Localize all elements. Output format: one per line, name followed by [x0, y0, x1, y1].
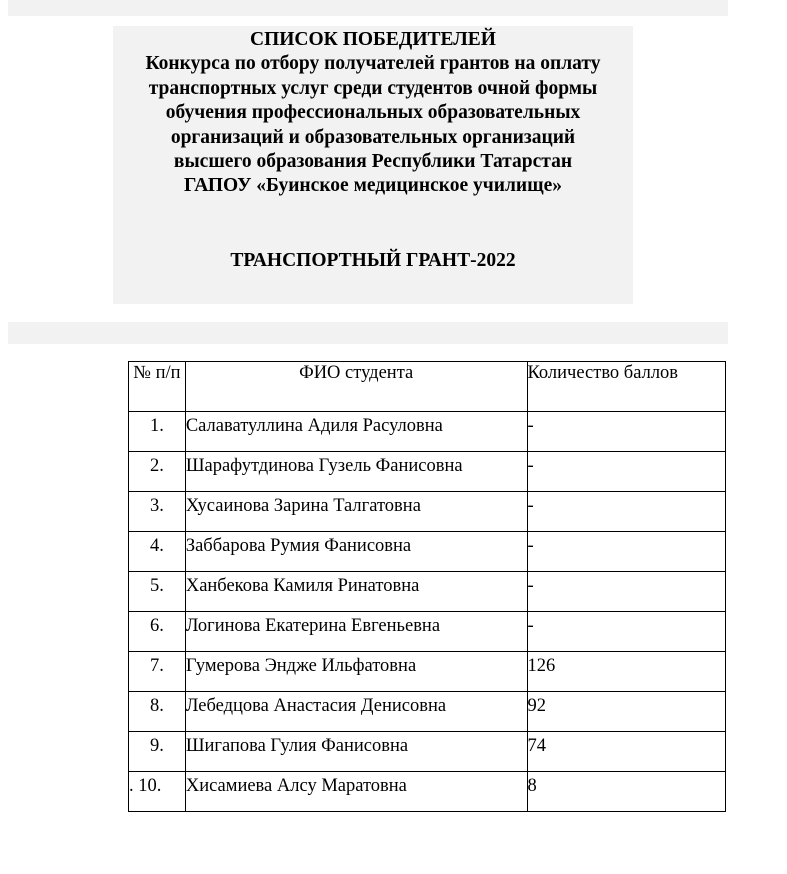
row-number: . 10. — [129, 772, 186, 812]
row-number: 1. — [129, 412, 186, 452]
student-name: Хусаинова Зарина Талгатовна — [185, 492, 527, 532]
document-title: СПИСОК ПОБЕДИТЕЛЕЙ — [250, 29, 496, 50]
student-score: 74 — [527, 732, 726, 772]
student-score: 92 — [527, 692, 726, 732]
header-line: ГАПОУ «Буинское медицинское училище» — [183, 175, 563, 197]
row-number: 2. — [129, 452, 186, 492]
top-gray-band — [8, 0, 728, 16]
row-number: 3. — [129, 492, 186, 532]
grant-title: ТРАНСПОРТНЫЙ ГРАНТ-2022 — [230, 250, 516, 271]
table-row — [129, 652, 726, 692]
student-name: Ханбекова Камиля Ринатовна — [185, 572, 527, 612]
row-number: 9. — [129, 732, 186, 772]
student-score: - — [527, 572, 726, 612]
student-score: - — [527, 412, 726, 452]
row-number: 4. — [129, 532, 186, 572]
table-row — [129, 492, 726, 532]
header-line: высшего образования Республики Татарстан — [173, 151, 573, 173]
student-name: Салаватуллина Адиля Расуловна — [185, 412, 527, 452]
row-number: 6. — [129, 612, 186, 652]
table-row — [129, 452, 726, 492]
student-score: 8 — [527, 772, 726, 812]
header-line: транспортных услуг среди студентов очной формы — [148, 77, 598, 99]
student-score: - — [527, 612, 726, 652]
student-name: Заббарова Румия Фанисовна — [185, 532, 527, 572]
student-score: - — [527, 532, 726, 572]
header-line: обучения профессиональных образовательных — [165, 102, 581, 124]
winners-table — [128, 361, 726, 812]
student-name: Лебедцова Анастасия Денисовна — [185, 692, 527, 732]
student-score: - — [527, 452, 726, 492]
header-line: организаций и образовательных организаций — [170, 126, 576, 148]
table-row — [129, 692, 726, 732]
row-number: 5. — [129, 572, 186, 612]
document-header — [113, 26, 633, 304]
column-header-number: № п/п — [129, 362, 186, 412]
row-number: 7. — [129, 652, 186, 692]
student-score: 126 — [527, 652, 726, 692]
student-name: Шигапова Гулия Фанисовна — [185, 732, 527, 772]
row-number: 8. — [129, 692, 186, 732]
middle-gray-band — [8, 322, 728, 344]
table-row — [129, 612, 726, 652]
table-row — [129, 412, 726, 452]
column-header-score: Количество баллов — [527, 362, 726, 412]
student-name: Шарафутдинова Гузель Фанисовна — [185, 452, 527, 492]
column-header-name: ФИО студента — [185, 362, 527, 412]
table-header-row — [129, 362, 726, 412]
header-line: Конкурса по отбору получателей грантов на оплату — [145, 53, 601, 75]
student-score: - — [527, 492, 726, 532]
table-row — [129, 572, 726, 612]
table-row — [129, 532, 726, 572]
student-name: Гумерова Эндже Ильфатовна — [185, 652, 527, 692]
table-row — [129, 772, 726, 812]
table-row — [129, 732, 726, 772]
student-name: Хисамиева Алсу Маратовна — [185, 772, 527, 812]
student-name: Логинова Екатерина Евгеньевна — [185, 612, 527, 652]
